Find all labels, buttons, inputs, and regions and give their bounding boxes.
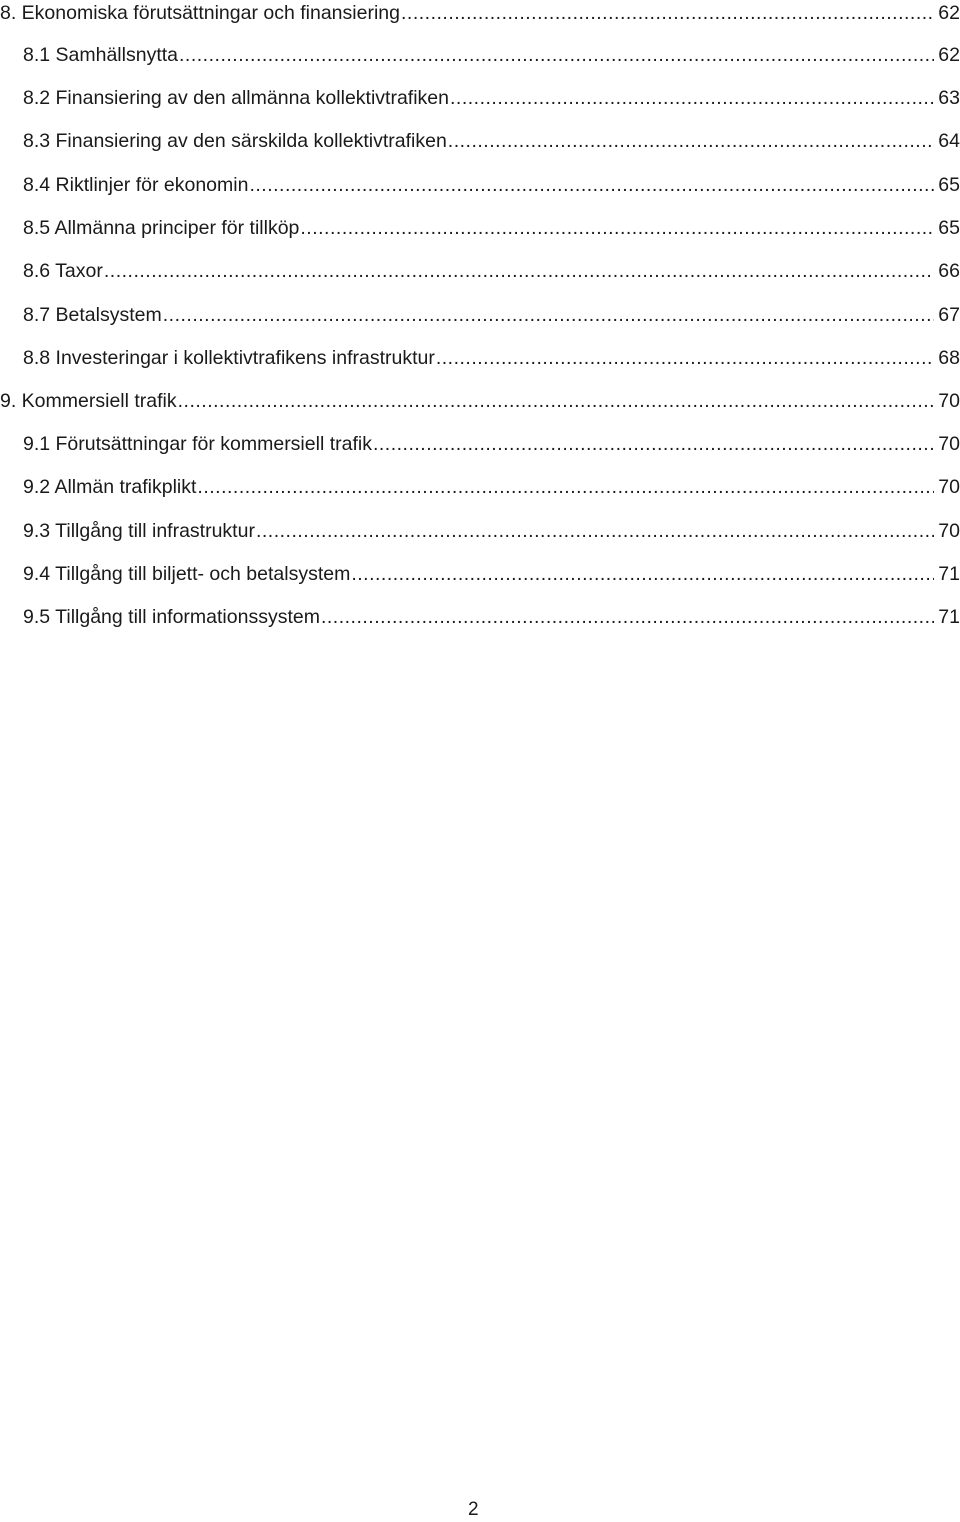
toc-dot-leader: [448, 128, 935, 154]
toc-entry-page: 62: [938, 2, 960, 24]
toc-dot-leader: [300, 215, 934, 241]
toc-entry[interactable]: [23, 561, 960, 587]
toc-entry[interactable]: [23, 215, 960, 241]
toc-entry-label: 9.3 Tillgång till infrastruktur: [23, 520, 255, 542]
toc-dot-leader: [321, 604, 934, 630]
toc-entry-page: 64: [938, 130, 960, 152]
toc-entry-label: 8. Ekonomiska förutsättningar och finansiering: [0, 2, 400, 24]
toc-entry[interactable]: [23, 518, 960, 544]
toc-entry-label: 9.1 Förutsättningar för kommersiell trafik: [23, 433, 372, 455]
toc-entry-label: 8.8 Investeringar i kollektivtrafikens infrastruktur: [23, 347, 435, 369]
toc-entry-page: 68: [938, 347, 960, 369]
toc-entry-page: 65: [938, 174, 960, 196]
toc-dot-leader: [373, 431, 934, 457]
toc-dot-leader: [256, 518, 934, 544]
toc-entry-label: 9.5 Tillgång till informationssystem: [23, 606, 320, 628]
toc-entry[interactable]: [23, 85, 960, 111]
page-number: 2: [468, 1499, 479, 1520]
toc-entry[interactable]: [23, 604, 960, 630]
toc-entry-label: 9. Kommersiell trafik: [0, 390, 177, 412]
toc-entry-label: 8.4 Riktlinjer för ekonomin: [23, 174, 249, 196]
toc-dot-leader: [163, 302, 935, 328]
toc-dot-leader: [249, 172, 934, 198]
toc-entry-page: 70: [938, 520, 960, 542]
toc-entry[interactable]: [23, 128, 960, 154]
toc-entry-page: 70: [938, 390, 960, 412]
toc-dot-leader: [178, 388, 935, 414]
toc-dot-leader: [351, 561, 934, 587]
toc-entry[interactable]: [0, 0, 960, 26]
toc-entry-page: 70: [938, 433, 960, 455]
toc-entry-label: 8.2 Finansiering av den allmänna kollektivtrafiken: [23, 87, 449, 109]
toc-dot-leader: [436, 345, 934, 371]
toc-entry-label: 8.1 Samhällsnytta: [23, 44, 179, 66]
toc-entry-label: 9.2 Allmän trafikplikt: [23, 476, 197, 498]
toc-entry[interactable]: [23, 258, 960, 284]
toc-entry-label: 8.7 Betalsystem: [23, 304, 162, 326]
toc-entry[interactable]: [23, 474, 960, 500]
toc-entry-page: 62: [938, 44, 960, 66]
toc-entry-label: 8.6 Taxor: [23, 260, 103, 282]
toc-entry-page: 71: [938, 563, 960, 585]
toc-entry-page: 70: [938, 476, 960, 498]
toc-entry-page: 66: [938, 260, 960, 282]
toc-entry[interactable]: [23, 345, 960, 371]
toc-entry-label: 8.5 Allmänna principer för tillköp: [23, 217, 300, 239]
toc-entry-page: 63: [938, 87, 960, 109]
toc-dot-leader: [450, 85, 934, 111]
toc-dot-leader: [401, 0, 934, 26]
toc-entry-page: 65: [938, 217, 960, 239]
toc-entry[interactable]: [23, 431, 960, 457]
toc-dot-leader: [104, 258, 934, 284]
toc-entry[interactable]: [23, 302, 960, 328]
toc-dot-leader: [197, 474, 934, 500]
toc-entry[interactable]: [23, 42, 960, 68]
toc-dot-leader: [179, 42, 934, 68]
toc-entry-page: 71: [938, 606, 960, 628]
toc-entry[interactable]: [23, 172, 960, 198]
toc-entry-page: 67: [938, 304, 960, 326]
toc-entry-label: 8.3 Finansiering av den särskilda kollektivtrafiken: [23, 130, 447, 152]
toc-entry[interactable]: [0, 388, 960, 414]
toc-entry-label: 9.4 Tillgång till biljett- och betalsystem: [23, 563, 351, 585]
